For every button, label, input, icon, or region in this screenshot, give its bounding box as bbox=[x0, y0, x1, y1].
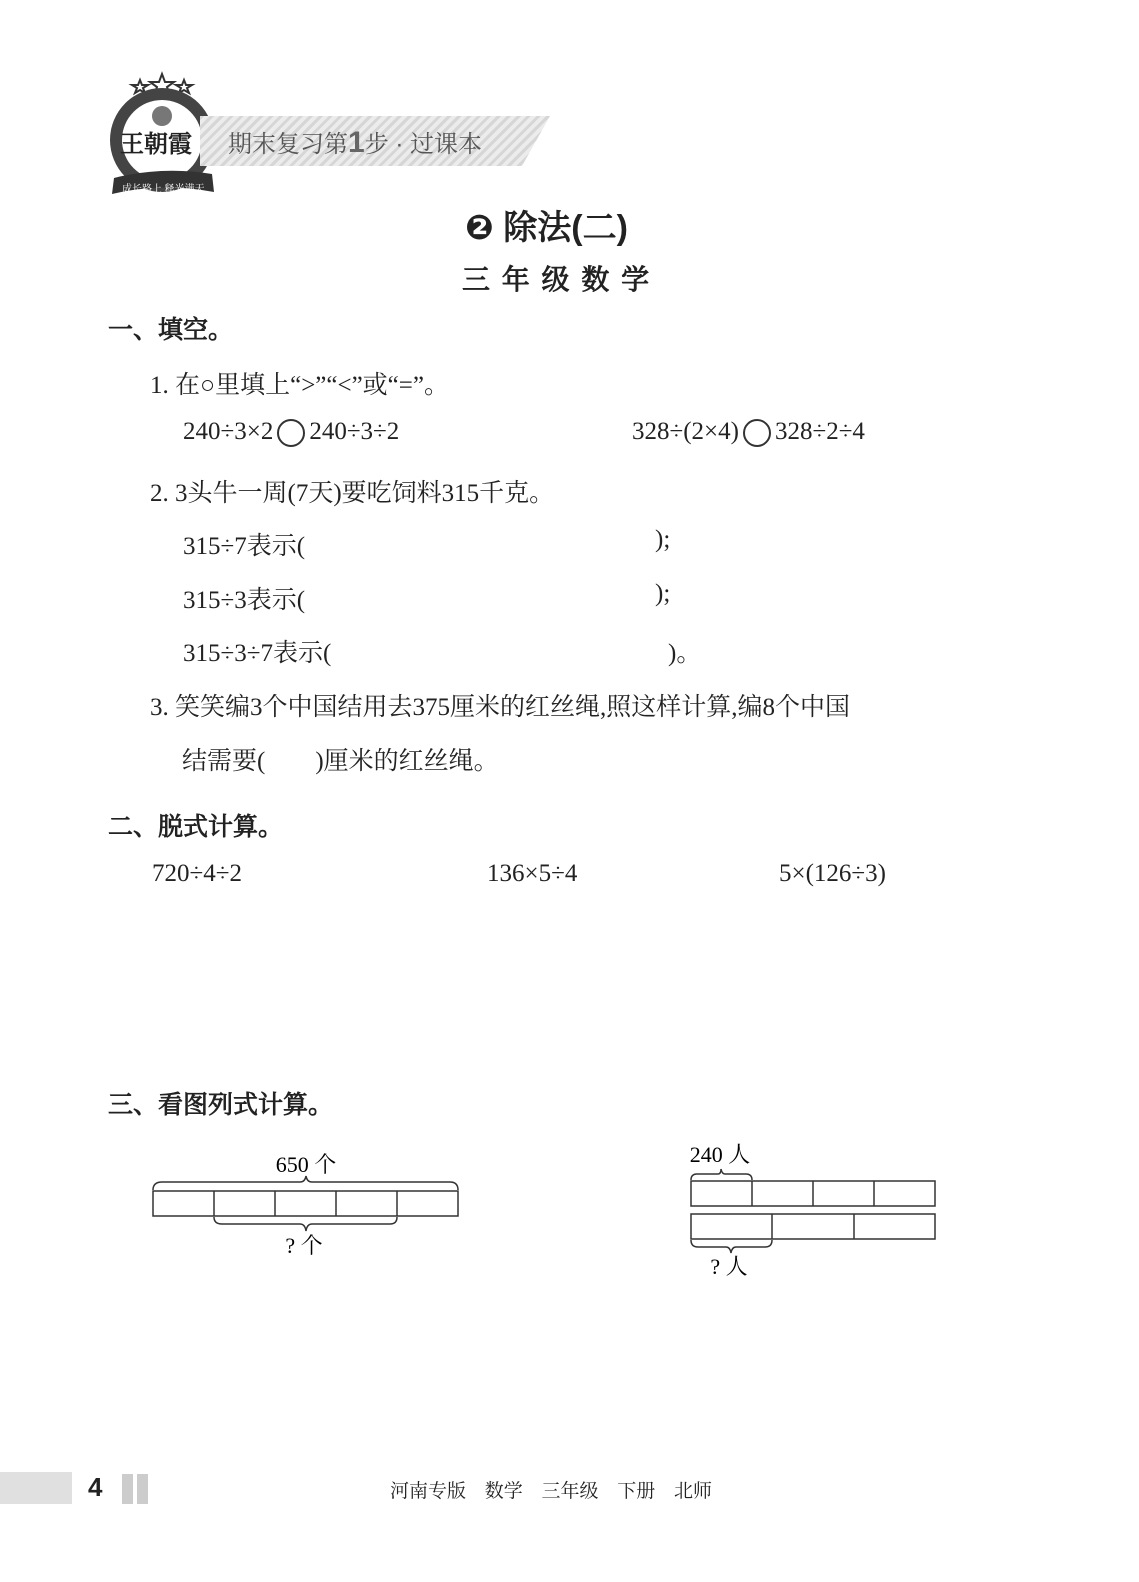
q2-line: 315÷3表示( bbox=[183, 587, 306, 614]
banner-step: 1 bbox=[348, 126, 365, 159]
question-label: ? 个 bbox=[285, 1233, 323, 1258]
banner-suffix: 步 · 过课本 bbox=[364, 131, 483, 158]
q2-line-end: ); bbox=[655, 526, 671, 553]
logo-ribbon: 成长路上 释光满天 bbox=[122, 184, 205, 195]
section1-heading: 一、填空。 bbox=[108, 316, 234, 344]
footer-decoration bbox=[122, 1474, 148, 1504]
section3-heading: 三、看图列式计算。 bbox=[108, 1091, 334, 1119]
expr: 240÷3÷2 bbox=[309, 418, 400, 445]
calc-expr: 136×5÷4 bbox=[487, 860, 578, 887]
q1-prompt: 1. 在○里填上“>”“<”或“=”。 bbox=[150, 372, 449, 399]
expr: 240÷3×2 bbox=[183, 418, 274, 445]
bottom-brace bbox=[214, 1217, 397, 1231]
footer-info: 河南专版 数学 三年级 下册 北师 bbox=[390, 1481, 713, 1502]
part-label: 240 人 bbox=[689, 1142, 751, 1167]
diagram-240 bbox=[691, 1169, 935, 1253]
calc-expr: 5×(126÷3) bbox=[779, 860, 886, 887]
top-brace bbox=[153, 1176, 458, 1190]
expr: 328÷2÷4 bbox=[774, 418, 865, 445]
q3-line2: 结需要( )厘米的红丝绳。 bbox=[182, 748, 499, 775]
page-subtitle: 三 年 级 数 学 bbox=[462, 264, 650, 295]
page-number: 4 bbox=[88, 1472, 103, 1502]
section2-heading: 二、脱式计算。 bbox=[108, 813, 284, 841]
q2-line-end: ); bbox=[655, 580, 671, 607]
calc-expr: 720÷4÷2 bbox=[152, 860, 242, 887]
q2-prompt: 2. 3头牛一周(7天)要吃饲料315千克。 bbox=[150, 480, 555, 507]
lesson-number: ❷ bbox=[465, 209, 494, 247]
q2-line: 315÷3÷7表示( bbox=[183, 640, 332, 667]
expr: 328÷(2×4) bbox=[632, 418, 739, 445]
logo-name: 王朝霞 bbox=[120, 132, 192, 158]
bottom-brace bbox=[691, 1240, 772, 1253]
q2-line-end: )。 bbox=[668, 640, 702, 667]
question-label: ? 人 bbox=[710, 1254, 748, 1279]
total-label: 650 个 bbox=[275, 1152, 337, 1177]
lesson-title: 除法(二) bbox=[503, 209, 628, 247]
top-brace bbox=[691, 1169, 752, 1180]
banner-prefix: 期末复习第 bbox=[228, 131, 348, 158]
diagram-650 bbox=[153, 1176, 458, 1231]
q3-line1: 3. 笑笑编3个中国结用去375厘米的红丝绳,照这样计算,编8个中国 bbox=[150, 694, 851, 721]
footer-bar bbox=[0, 1472, 72, 1504]
q2-line: 315÷7表示( bbox=[183, 533, 306, 560]
